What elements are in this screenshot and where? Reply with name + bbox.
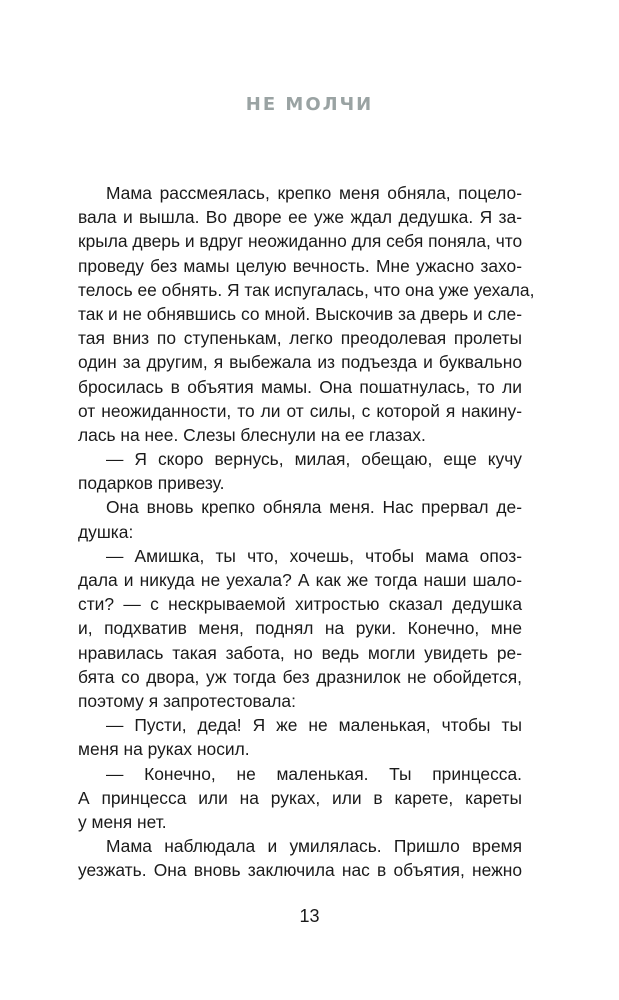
text-line: дала и никуда не уехала? А как же тогда наши шало- xyxy=(78,570,522,590)
text-line: нравилась такая забота, но ведь могли увидеть ре- xyxy=(78,642,522,663)
running-head: НЕ МОЛЧИ xyxy=(245,94,374,115)
text-line: один за другим, я выбежала из подъезда и буквально xyxy=(78,352,522,373)
page-number: 13 xyxy=(299,906,320,926)
text-line: бросилась в объятия мамы. Она пошатнулась, то ли xyxy=(78,376,522,397)
text-line: — Я скоро вернусь, милая, обещаю, еще кучу xyxy=(106,449,522,470)
text-line: душка: xyxy=(78,521,134,542)
text-line: крыла дверь и вдруг неожиданно для себя поняла, что xyxy=(78,231,523,252)
text-line: вала и вышла. Во дворе ее уже ждал дедушка. Я за- xyxy=(78,207,522,228)
text-line: Она вновь крепко обняла меня. Нас прервал де- xyxy=(106,497,522,518)
text-line: Мама рассмеялась, крепко меня обняла, поцело- xyxy=(106,183,522,203)
text-line: сти? — с нескрываемой хитростью сказал дедушка xyxy=(78,594,522,615)
body-text xyxy=(78,181,535,882)
text-line: А принцесса или на руках, или в карете, кареты xyxy=(78,787,522,808)
text-line: телось ее обнять. Я так испугалась, что она уже уехала, xyxy=(78,279,535,300)
text-line: у меня нет. xyxy=(78,811,167,832)
text-line: меня на руках носил. xyxy=(78,739,250,760)
text-line: так и не обнявшись со мной. Выскочив за дверь и сле- xyxy=(78,303,522,324)
text-line: от неожиданности, то ли от силы, с которой я накину- xyxy=(78,400,522,421)
text-line: Мама наблюдала и умилялась. Пришло время xyxy=(106,836,522,857)
text-line: — Конечно, не маленькая. Ты принцесса. xyxy=(106,763,522,784)
text-line: лась на нее. Слезы блеснули на ее глазах. xyxy=(78,424,426,445)
text-line: — Амишка, ты что, хочешь, чтобы мама опоз- xyxy=(106,545,522,566)
text-line: подарков привезу. xyxy=(78,473,225,494)
text-line: бята со двора, уж тогда без дразнилок не обойдется, xyxy=(78,666,522,687)
text-line: поэтому я запротестовала: xyxy=(78,690,296,711)
text-line: тая вниз по ступенькам, легко преодолевая пролеты xyxy=(78,328,522,349)
text-line: — Пусти, деда! Я же не маленькая, чтобы ты xyxy=(106,715,522,736)
text-line: проведу без мамы целую вечность. Мне ужасно захо- xyxy=(78,255,522,276)
text-line: и, подхватив меня, поднял на руки. Конечно, мне xyxy=(78,618,522,639)
text-line: уезжать. Она вновь заключила нас в объятия, нежно xyxy=(78,860,522,881)
